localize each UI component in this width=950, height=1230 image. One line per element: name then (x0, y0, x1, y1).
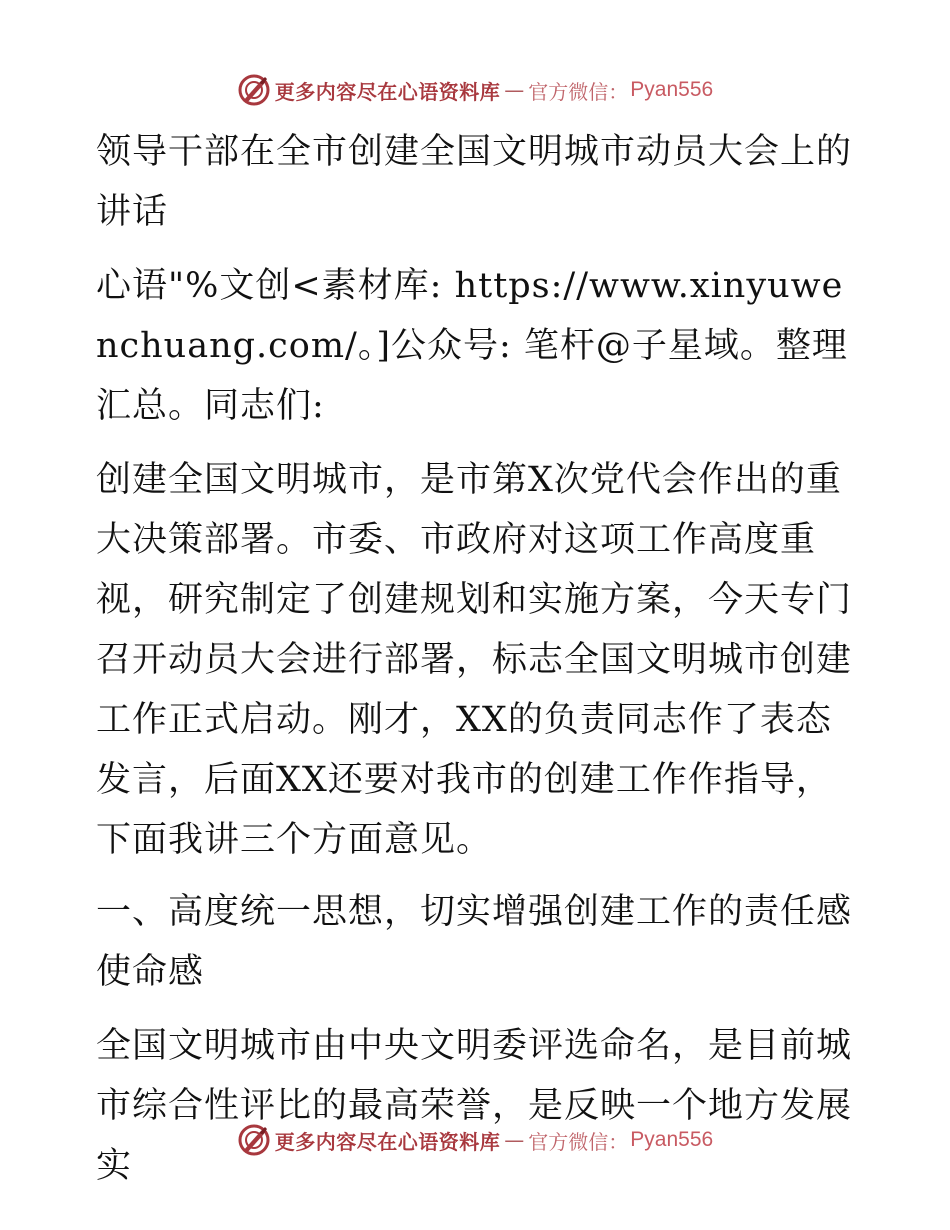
paragraph-1: 创建全国文明城市，是市第X次党代会作出的重大决策部署。市委、市政府对这项工作高度重视，研究制定了创建规划和实施方案，今天专门召开动员大会进行部署，标志全国文明城市创建工作正式启动。刚才，XX的负责同志作了表态发言，后面XX还要对我市的创建工作作指导，下面我讲三个方面意见。 (96, 460, 853, 860)
footer-banner-separator: — (504, 1128, 525, 1152)
brush-logo-icon (237, 73, 271, 107)
paragraph-2: 全国文明城市由中央文明委评选命名，是目前城市综合性评比的最高荣誉，是反映一个地方发展实 (96, 1026, 853, 1186)
header-wechat-label: 官方微信： (528, 79, 629, 104)
source-note: 心语"%文创<素材库: https://www.xinyuwenchuang.com/。]公众号: 笔杆@子星域。整理汇总。同志们: (96, 266, 848, 426)
footer-wechat-label: 官方微信： (528, 1129, 629, 1154)
document-title: 领导干部在全市创建全国文明城市动员大会上的讲话 (96, 132, 853, 232)
footer-wechat-id: Pyan556 (630, 1128, 714, 1151)
header-banner (0, 70, 950, 110)
header-wechat-id: Pyan556 (630, 78, 714, 101)
brush-logo-icon (237, 1123, 271, 1157)
section-heading-1: 一、高度统一思想，切实增强创建工作的责任感使命感 (96, 892, 853, 992)
footer-banner (0, 1120, 950, 1160)
document-body (96, 122, 856, 1210)
footer-banner-text: 更多内容尽在心语资料库 (274, 1129, 501, 1154)
header-banner-text: 更多内容尽在心语资料库 (274, 79, 501, 104)
header-banner-separator: — (504, 78, 525, 102)
